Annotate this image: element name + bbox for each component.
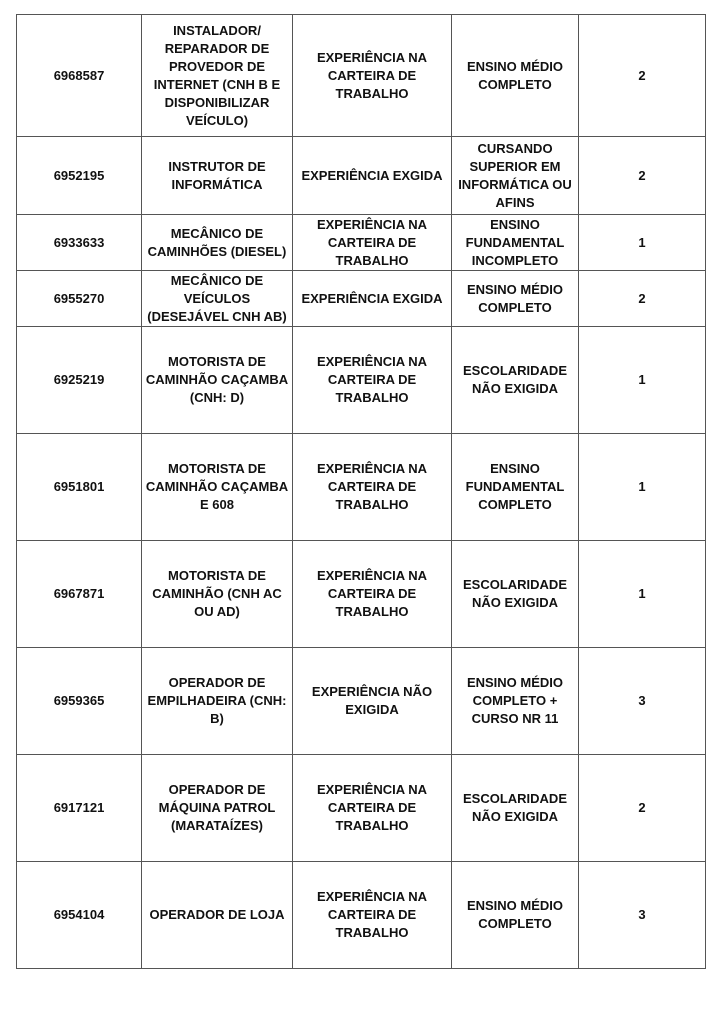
job-vacancies-table [16,14,706,969]
job-title: INSTALADOR/ REPARADOR DE PROVEDOR DE INTERNET (CNH B E DISPONIBILIZAR VEÍCULO) [142,15,293,137]
vacancy-code: 6955270 [17,271,142,327]
experience-requirement: EXPERIÊNCIA NA CARTEIRA DE TRABALHO [293,755,452,862]
vacancy-code: 6951801 [17,434,142,541]
vacancy-code: 6968587 [17,15,142,137]
vacancy-code: 6952195 [17,137,142,215]
vacancy-code: 6954104 [17,862,142,969]
vacancy-code: 6933633 [17,215,142,271]
education-requirement: ESCOLARIDADE NÃO EXIGIDA [452,327,579,434]
job-title: MECÂNICO DE VEÍCULOS (DESEJÁVEL CNH AB) [142,271,293,327]
experience-requirement: EXPERIÊNCIA NA CARTEIRA DE TRABALHO [293,862,452,969]
experience-requirement: EXPERIÊNCIA NA CARTEIRA DE TRABALHO [293,15,452,137]
table-row [17,434,706,541]
table-row [17,215,706,271]
experience-requirement: EXPERIÊNCIA NA CARTEIRA DE TRABALHO [293,327,452,434]
vacancy-count: 3 [579,862,706,969]
education-requirement: ENSINO MÉDIO COMPLETO [452,15,579,137]
education-requirement: ENSINO FUNDAMENTAL INCOMPLETO [452,215,579,271]
vacancy-count: 3 [579,648,706,755]
table-row [17,541,706,648]
table-row [17,755,706,862]
experience-requirement: EXPERIÊNCIA NÃO EXIGIDA [293,648,452,755]
education-requirement: ESCOLARIDADE NÃO EXIGIDA [452,541,579,648]
job-title: MOTORISTA DE CAMINHÃO CAÇAMBA E 608 [142,434,293,541]
vacancy-count: 2 [579,755,706,862]
education-requirement: ENSINO MÉDIO COMPLETO + CURSO NR 11 [452,648,579,755]
experience-requirement: EXPERIÊNCIA NA CARTEIRA DE TRABALHO [293,215,452,271]
table-row [17,15,706,137]
experience-requirement: EXPERIÊNCIA EXGIDA [293,271,452,327]
vacancy-code: 6959365 [17,648,142,755]
job-title: OPERADOR DE LOJA [142,862,293,969]
table-row [17,648,706,755]
experience-requirement: EXPERIÊNCIA NA CARTEIRA DE TRABALHO [293,541,452,648]
vacancy-count: 2 [579,15,706,137]
job-title: OPERADOR DE EMPILHADEIRA (CNH: B) [142,648,293,755]
table-row [17,327,706,434]
education-requirement: ENSINO MÉDIO COMPLETO [452,271,579,327]
vacancy-count: 1 [579,541,706,648]
vacancy-count: 1 [579,434,706,541]
table-row [17,271,706,327]
vacancy-count: 2 [579,137,706,215]
table-row [17,862,706,969]
job-title: INSTRUTOR DE INFORMÁTICA [142,137,293,215]
education-requirement: CURSANDO SUPERIOR EM INFORMÁTICA OU AFINS [452,137,579,215]
vacancy-code: 6925219 [17,327,142,434]
vacancy-count: 2 [579,271,706,327]
education-requirement: ESCOLARIDADE NÃO EXIGIDA [452,755,579,862]
experience-requirement: EXPERIÊNCIA EXGIDA [293,137,452,215]
experience-requirement: EXPERIÊNCIA NA CARTEIRA DE TRABALHO [293,434,452,541]
job-title: MOTORISTA DE CAMINHÃO CAÇAMBA (CNH: D) [142,327,293,434]
vacancy-count: 1 [579,215,706,271]
job-title: MECÂNICO DE CAMINHÕES (DIESEL) [142,215,293,271]
table-row [17,137,706,215]
education-requirement: ENSINO FUNDAMENTAL COMPLETO [452,434,579,541]
vacancy-code: 6967871 [17,541,142,648]
vacancy-code: 6917121 [17,755,142,862]
job-title: OPERADOR DE MÁQUINA PATROL (MARATAÍZES) [142,755,293,862]
education-requirement: ENSINO MÉDIO COMPLETO [452,862,579,969]
job-title: MOTORISTA DE CAMINHÃO (CNH AC OU AD) [142,541,293,648]
vacancy-count: 1 [579,327,706,434]
